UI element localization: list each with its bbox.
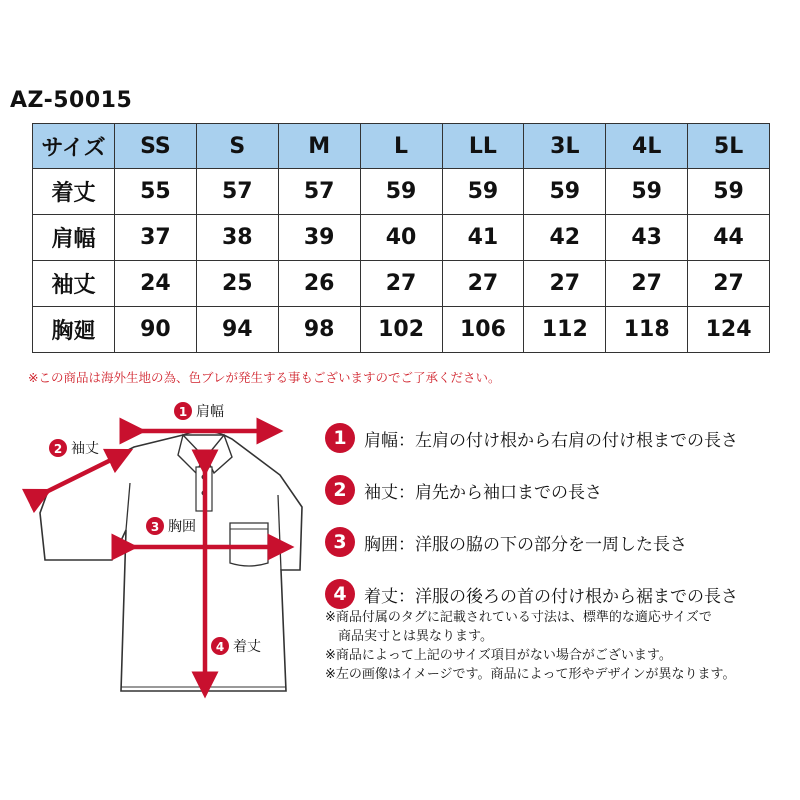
footnote-missing-items: ※商品によって上記のサイズ項目がない場合がございます。 [325, 648, 672, 663]
length-label [211, 637, 261, 655]
svg-text:1: 1 [178, 405, 188, 419]
table-header-cell: 4L [606, 124, 688, 169]
legend-item-sleeve [325, 464, 795, 516]
legend-item-shoulder [325, 412, 795, 464]
table-cell: 41 [442, 215, 524, 261]
svg-text:2: 2 [53, 442, 63, 456]
legend-description: ：洋服の後ろの首の付け根から裾までの長さ [398, 586, 738, 607]
table-row [33, 215, 770, 261]
size-table [32, 123, 770, 353]
legend-description: ：洋服の脇の下の部分を一周した長さ [398, 534, 687, 555]
table-cell: 90 [115, 307, 197, 353]
table-header-cell: L [360, 124, 442, 169]
table-cell: 27 [524, 261, 606, 307]
table-cell: 37 [115, 215, 197, 261]
table-row [33, 307, 770, 353]
legend-item-chest [325, 516, 795, 568]
svg-text:3: 3 [150, 520, 160, 534]
table-cell: 24 [115, 261, 197, 307]
footnote-image-note: ※左の画像はイメージです。商品によって形やデザインが異なります。 [325, 667, 736, 682]
row-label: 袖丈 [33, 261, 115, 307]
table-header-cell: 5L [688, 124, 770, 169]
table-cell: 98 [278, 307, 360, 353]
table-cell: 27 [442, 261, 524, 307]
color-variation-note: ※この商品は海外生地の為、色ブレが発生する事もございますのでご了承ください。 [28, 370, 501, 385]
svg-text:袖丈: 袖丈 [71, 441, 99, 457]
table-cell: 26 [278, 261, 360, 307]
table-header-cell: サイズ [33, 124, 115, 169]
footnote-tag-size: ※商品付属のタグに記載されている寸法は、標準的な適応サイズで [325, 610, 712, 625]
table-cell: 112 [524, 307, 606, 353]
sleeve-label [49, 439, 99, 457]
number-badge: 3 [325, 527, 355, 557]
number-badge: 4 [325, 579, 355, 609]
table-cell: 124 [688, 307, 770, 353]
number-badge: 2 [325, 475, 355, 505]
table-cell: 118 [606, 307, 688, 353]
table-header-cell: LL [442, 124, 524, 169]
table-cell: 27 [688, 261, 770, 307]
table-cell: 38 [196, 215, 278, 261]
shirt-diagram [0, 395, 310, 715]
legend-term: 胸囲 [364, 534, 398, 555]
legend-term: 袖丈 [364, 482, 398, 503]
legend-description: ：肩先から袖口までの長さ [398, 482, 602, 503]
table-cell: 44 [688, 215, 770, 261]
table-cell: 27 [606, 261, 688, 307]
table-header-cell: SS [115, 124, 197, 169]
table-cell: 57 [196, 169, 278, 215]
table-cell: 59 [524, 169, 606, 215]
table-cell: 102 [360, 307, 442, 353]
legend-term: 肩幅 [364, 430, 398, 451]
legend-term: 着丈 [364, 586, 398, 607]
measurement-legend [325, 412, 795, 620]
chest-label [146, 517, 196, 535]
table-cell: 25 [196, 261, 278, 307]
table-header-row [33, 124, 770, 169]
svg-text:着丈: 着丈 [233, 639, 261, 655]
product-code: AZ-50015 [10, 88, 133, 113]
table-header-cell: 3L [524, 124, 606, 169]
polo-shirt-illustration [0, 395, 310, 715]
row-label: 胸廻 [33, 307, 115, 353]
table-cell: 40 [360, 215, 442, 261]
table-cell: 42 [524, 215, 606, 261]
table-cell: 27 [360, 261, 442, 307]
row-label: 着丈 [33, 169, 115, 215]
table-cell: 39 [278, 215, 360, 261]
table-row [33, 261, 770, 307]
table-cell: 94 [196, 307, 278, 353]
table-header-cell: M [278, 124, 360, 169]
table-cell: 43 [606, 215, 688, 261]
table-cell: 59 [442, 169, 524, 215]
row-label: 肩幅 [33, 215, 115, 261]
shoulder-label [174, 402, 224, 420]
table-cell: 59 [688, 169, 770, 215]
number-badge: 1 [325, 423, 355, 453]
svg-text:胸囲: 胸囲 [168, 519, 196, 535]
svg-text:肩幅: 肩幅 [196, 404, 224, 420]
footnotes [325, 608, 795, 684]
footnote-tag-size-cont: 商品実寸とは異なります。 [338, 629, 493, 644]
table-row [33, 169, 770, 215]
table-header-cell: S [196, 124, 278, 169]
table-cell: 59 [360, 169, 442, 215]
table-cell: 55 [115, 169, 197, 215]
legend-description: ：左肩の付け根から右肩の付け根までの長さ [398, 430, 738, 451]
svg-text:4: 4 [215, 640, 225, 654]
table-cell: 57 [278, 169, 360, 215]
table-cell: 59 [606, 169, 688, 215]
table-cell: 106 [442, 307, 524, 353]
